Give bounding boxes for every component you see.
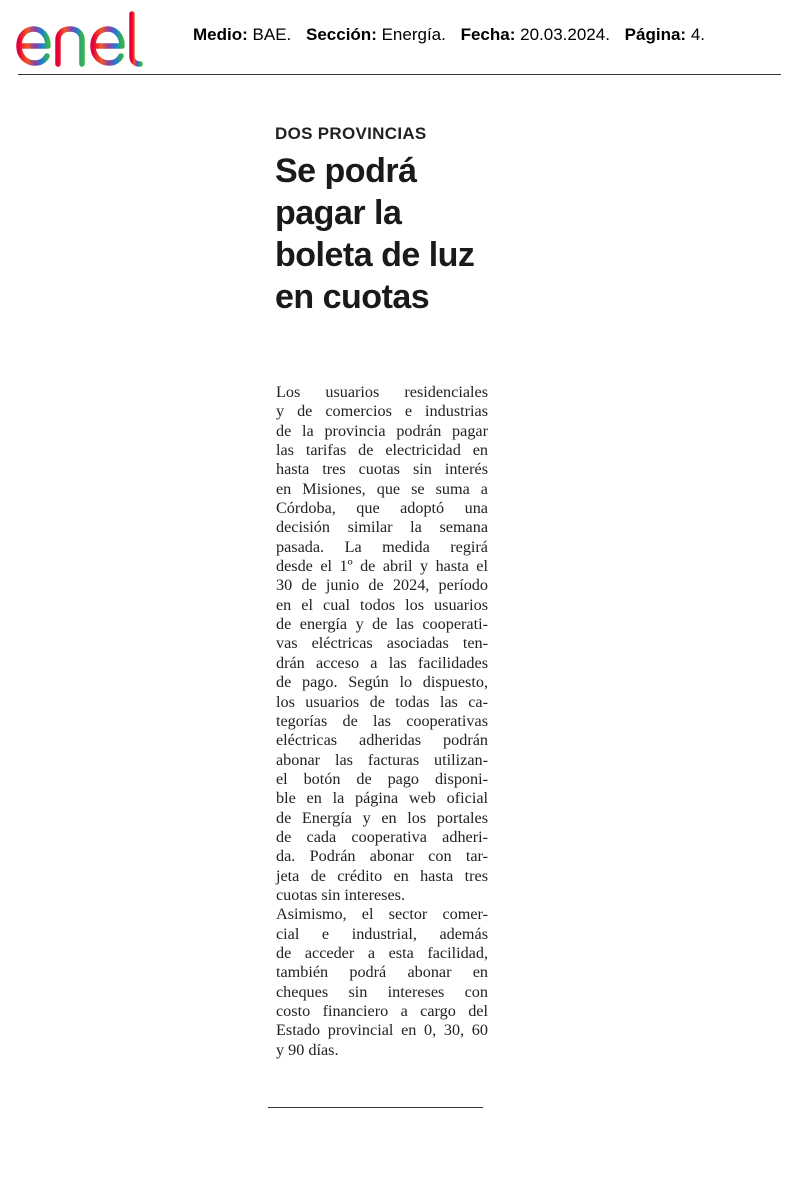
body-line: también podrá abonar en (276, 963, 488, 982)
seccion-value: Energía. (381, 25, 446, 44)
body-line: 30 de junio de 2024, período (276, 576, 488, 595)
body-line: jeta de crédito en hasta tres (276, 866, 488, 885)
body-line: de pago. Según lo dispuesto, (276, 673, 488, 692)
pagina-value: 4. (690, 25, 705, 44)
body-line: de acceder a esta facilidad, (276, 943, 488, 962)
headline-line: Se podrá (275, 152, 417, 190)
body-line: Estado provincial en 0, 30, 60 (276, 1021, 488, 1040)
body-line: cuotas sin intereses. (276, 885, 406, 904)
body-line: Asimismo, el sector comer- (276, 905, 488, 924)
body-line: y 90 días. (276, 1040, 339, 1059)
fecha-value: 20.03.2024. (520, 25, 610, 44)
body-line: de la provincia podrán pagar (276, 421, 488, 440)
body-line: los usuarios de todas las ca- (276, 692, 488, 711)
article-kicker: DOS PROVINCIAS (275, 124, 427, 143)
body-line: costo financiero a cargo del (276, 1002, 488, 1020)
body-line: las tarifas de electricidad en (276, 441, 488, 460)
medio-label: Medio: (193, 25, 248, 44)
headline-line: en cuotas (275, 278, 430, 316)
header-divider (18, 74, 781, 75)
body-line: en el cual todos los usuarios (276, 595, 488, 614)
enel-logo (14, 8, 180, 70)
article-end-divider (268, 1107, 483, 1108)
body-line: da. Podrán abonar con tar- (276, 847, 488, 866)
medio-value: BAE. (252, 25, 292, 44)
body-line: abonar las facturas utilizan- (276, 750, 488, 769)
seccion-label: Sección: (306, 25, 377, 44)
body-line: el botón de pago disponi- (276, 769, 488, 788)
body-line: hasta tres cuotas sin interés (276, 460, 488, 479)
body-line: cheques sin intereses con (276, 982, 488, 1001)
body-line: Los usuarios residenciales (276, 383, 488, 401)
body-line: drán acceso a las facilidades (276, 653, 488, 672)
body-line: en Misiones, que se suma a (276, 479, 488, 498)
article-headline (275, 150, 515, 318)
body-line: ble en la página web oficial (276, 789, 488, 808)
body-line: decisión similar la semana (276, 518, 488, 537)
body-line: eléctricas adheridas podrán (276, 731, 488, 750)
body-line: pasada. La medida regirá (276, 537, 488, 556)
article-body (276, 383, 488, 1060)
headline-line: pagar la (275, 194, 402, 232)
body-line: cial e industrial, además (276, 924, 488, 943)
fecha-label: Fecha: (460, 25, 516, 44)
body-line: de Energía y en los portales (276, 808, 488, 827)
headline-line: boleta de luz (275, 236, 475, 274)
body-line: vas eléctricas asociadas ten- (276, 634, 488, 653)
body-line: de cada cooperativa adheri- (276, 827, 488, 846)
body-line: y de comercios e industrias (276, 402, 488, 421)
body-line: tegorías de las cooperativas (276, 711, 488, 730)
publication-info (193, 25, 705, 45)
body-line: de energía y de las cooperati- (276, 615, 488, 634)
body-line: desde el 1º de abril y hasta el (276, 557, 488, 576)
pagina-label: Página: (624, 25, 687, 44)
body-line: Córdoba, que adoptó una (276, 499, 488, 518)
